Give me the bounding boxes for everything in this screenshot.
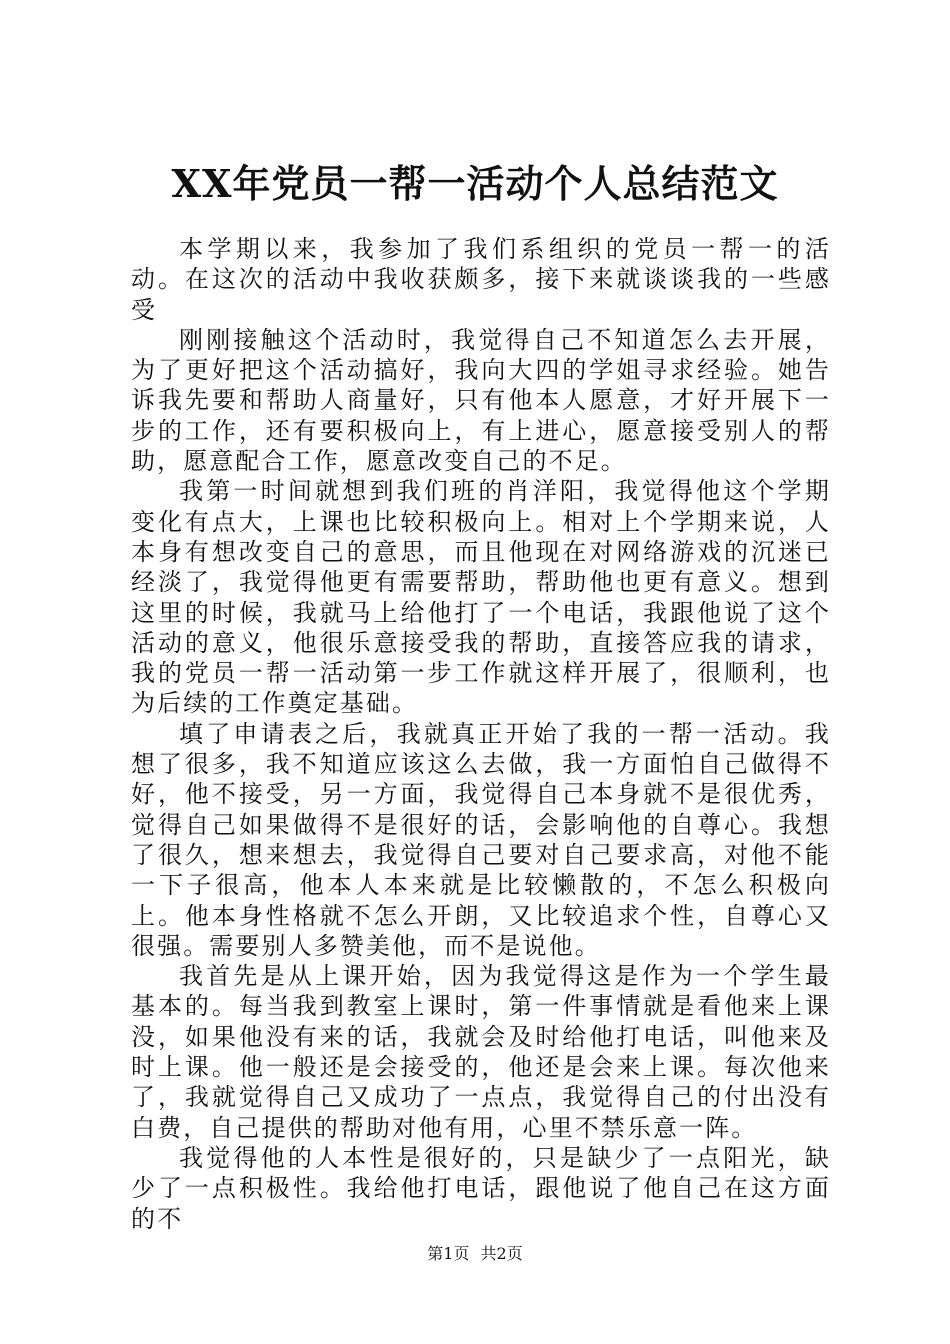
paragraph: 我觉得他的人本性是很好的，只是缺少了一点阳光，缺少了一点积极性。我给他打电话，跟他说了他自己在这方面的不 xyxy=(131,1143,831,1233)
paragraph: 我首先是从上课开始，因为我觉得这是作为一个学生最基本的。每当我到教室上课时，第一件事情就是看他来上课没，如果他没有来的话，我就会及时给他打电话，叫他来及时上课。他一般还是会接受的，他还是会来上课。每次他来了，我就觉得自己又成功了一点点，我觉得自己的付出没有白费，自己提供的帮助对他有用，心里不禁乐意一阵。 xyxy=(131,962,831,1142)
paragraph: 填了申请表之后，我就真正开始了我的一帮一活动。我想了很多，我不知道应该这么去做，我一方面怕自己做得不好，他不接受，另一方面，我觉得自己本身就不是很优秀，觉得自己如果做得不是很好的话，会影响他的自尊心。我想了很久，想来想去，我觉得自己要对自己要求高，对他不能一下子很高，他本人本来就是比较懒散的，不怎么积极向上。他本身性格就不怎么开朗，又比较追求个性，自尊心又很强。需要别人多赞美他，而不是说他。 xyxy=(131,719,831,960)
document-body xyxy=(131,234,831,1234)
paragraph: 本学期以来，我参加了我们系组织的党员一帮一的活动。在这次的活动中我收获颇多，接下来就谈谈我的一些感受 xyxy=(131,235,831,324)
paragraph: 我第一时间就想到我们班的肖洋阳，我觉得他这个学期变化有点大，上课也比较积极向上。相对上个学期来说，人本身有想改变自己的意思，而且他现在对网络游戏的沉迷已经淡了，我觉得他更有需要帮助，帮助他也更有意义。想到这里的时候，我就马上给他打了一个电话，我跟他说了这个活动的意义，他很乐意接受我的帮助，直接答应我的请求，我的党员一帮一活动第一步工作就这样开展了，很顺利，也为后续的工作奠定基础。 xyxy=(131,477,831,718)
paragraph: 刚刚接触这个活动时，我觉得自己不知道怎么去开展，为了更好把这个活动搞好，我向大四的学姐寻求经验。她告诉我先要和帮助人商量好，只有他本人愿意，才好开展下一步的工作，还有要积极向上，有上进心，愿意接受别人的帮助，愿意配合工作，愿意改变自己的不足。 xyxy=(131,325,831,476)
document-title: XX年党员一帮一活动个人总结范文 xyxy=(171,161,779,206)
page-footer xyxy=(0,1244,950,1264)
page-total: 共2页 xyxy=(480,1244,523,1263)
page-number: 第1页 xyxy=(427,1244,470,1263)
